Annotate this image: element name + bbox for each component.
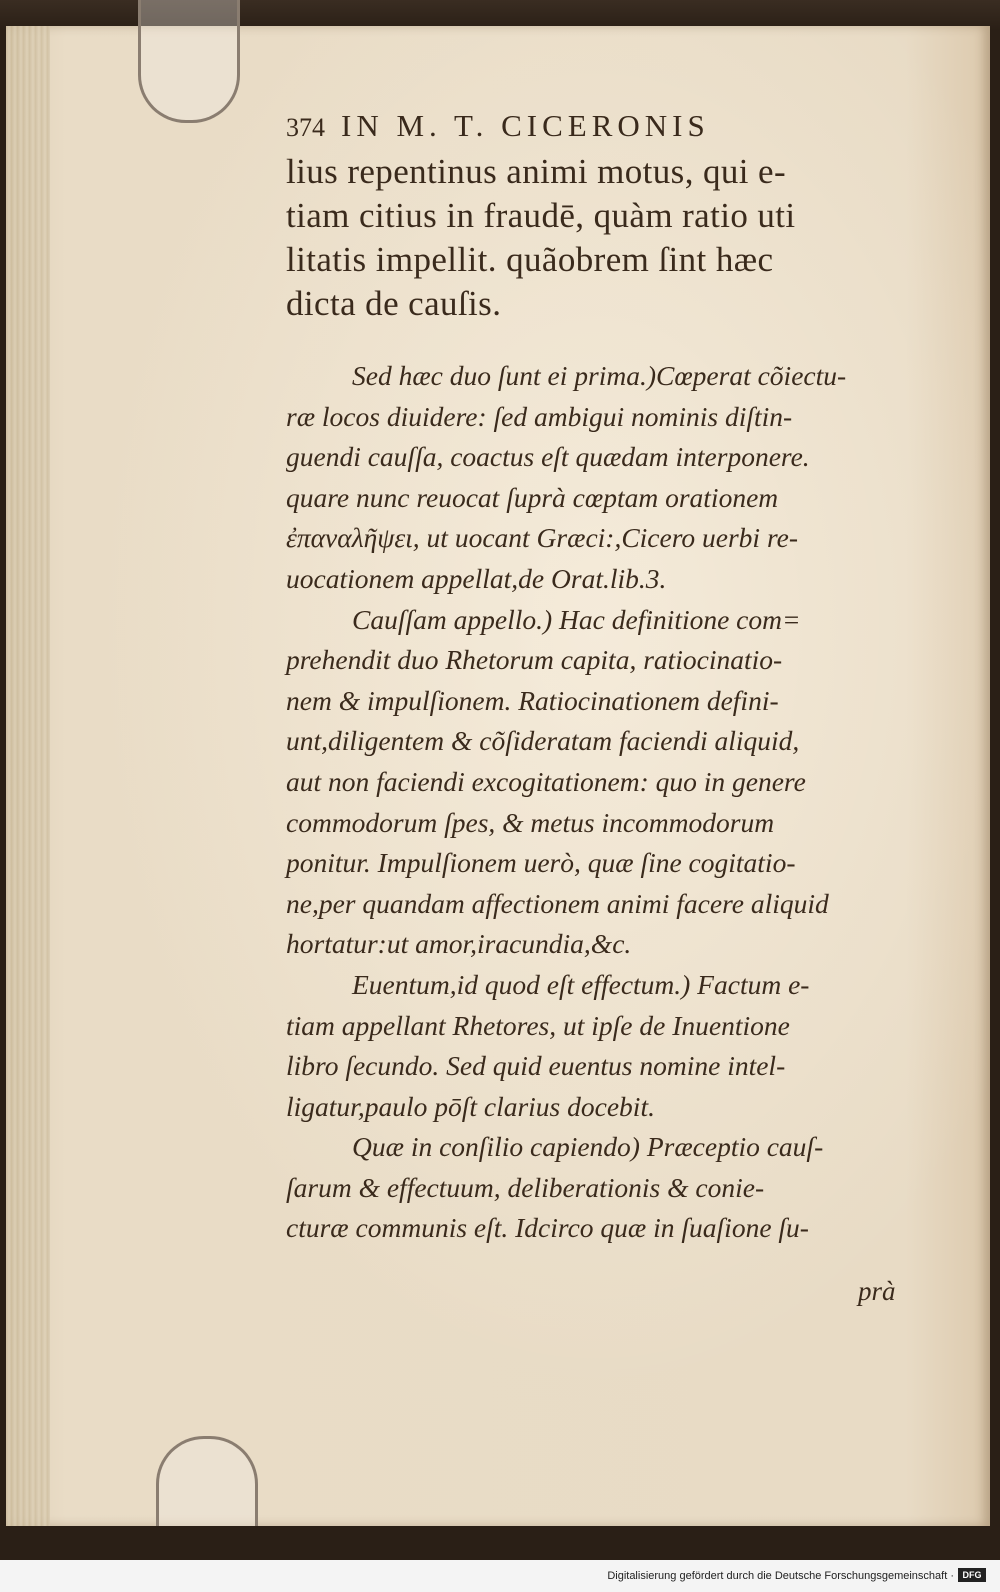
page-clip-top <box>138 0 240 123</box>
bottom-dark-strip <box>0 1526 1000 1560</box>
commentary-line: ἐπαναλῆψει, ut uocant Græci:,Cicero uerbi re- <box>286 522 798 554</box>
commentary-text-block <box>286 356 906 1249</box>
text-line: dicta de cauſis. <box>286 284 502 323</box>
commentary-line: unt,diligentem & cõſideratam faciendi aliquid, <box>286 725 800 757</box>
footer-bar <box>0 1560 1000 1592</box>
dfg-logo: DFG <box>958 1568 986 1582</box>
commentary-line: Cauſſam appello.) Hac definitione com= <box>352 603 801 635</box>
text-line: litatis impellit. quãobrem ſint hæc <box>286 240 774 279</box>
page-number: 374 <box>286 113 325 142</box>
catchword: prà <box>858 1276 896 1306</box>
commentary-line: ligatur,paulo pōſt clarius docebit. <box>286 1090 655 1122</box>
commentary-line: Euentum,id quod eſt effectum.) Factum e- <box>352 968 810 1000</box>
footer-credit: Digitalisierung gefördert durch die Deutsche Forschungsgemeinschaft · <box>607 1570 954 1582</box>
running-title: IN M. T. CICERONIS <box>341 108 710 143</box>
commentary-line: tiam appellant Rhetores, ut ipſe de Inuentione <box>286 1009 790 1041</box>
commentary-line: ſarum & effectuum, deliberationis & conie- <box>286 1171 765 1203</box>
text-line: tiam citius in fraudē, quàm ratio uti <box>286 196 796 235</box>
commentary-line: Quæ in conſilio capiendo) Præceptio cauſ- <box>352 1131 824 1163</box>
commentary-line: commodorum ſpes, & metus incommodorum <box>286 806 775 838</box>
commentary-line: ræ locos diuidere: ſed ambigui nominis diſtin- <box>286 400 793 432</box>
commentary-line: nem & impulſionem. Ratiocinationem defini- <box>286 684 779 716</box>
running-header <box>286 108 906 144</box>
commentary-line: ponitur. Impulſionem uerò, quæ ſine cogitatio- <box>286 847 796 879</box>
commentary-line: cturæ communis eſt. Idcirco quæ in ſuaſione ſu- <box>286 1212 809 1244</box>
commentary-line: hortatur:ut amor,iracundia,&c. <box>286 928 632 960</box>
commentary-line: aut non faciendi excogitationem: quo in genere <box>286 765 806 797</box>
commentary-line: libro ſecundo. Sed quid euentus nomine intel- <box>286 1050 786 1082</box>
commentary-line: Sed hæc duo ſunt ei prima.)Cœperat cõiectu- <box>352 360 847 391</box>
commentary-line: ne,per quandam affectionem animi facere aliquid <box>286 887 829 919</box>
page-edges <box>6 26 50 1526</box>
commentary-line: prehendit duo Rhetorum capita, ratiocinatio- <box>286 644 783 676</box>
commentary-line: guendi cauſſa, coactus eſt quædam interponere. <box>286 441 810 473</box>
commentary-line: quare nunc reuocat ſuprà cœptam orationem <box>286 481 779 513</box>
text-line: lius repentinus animi motus, qui e- <box>286 152 787 191</box>
roman-text-block <box>286 150 906 326</box>
page-clip-bottom <box>156 1436 258 1539</box>
commentary-line: uocationem appellat,de Orat.lib.3. <box>286 562 667 594</box>
